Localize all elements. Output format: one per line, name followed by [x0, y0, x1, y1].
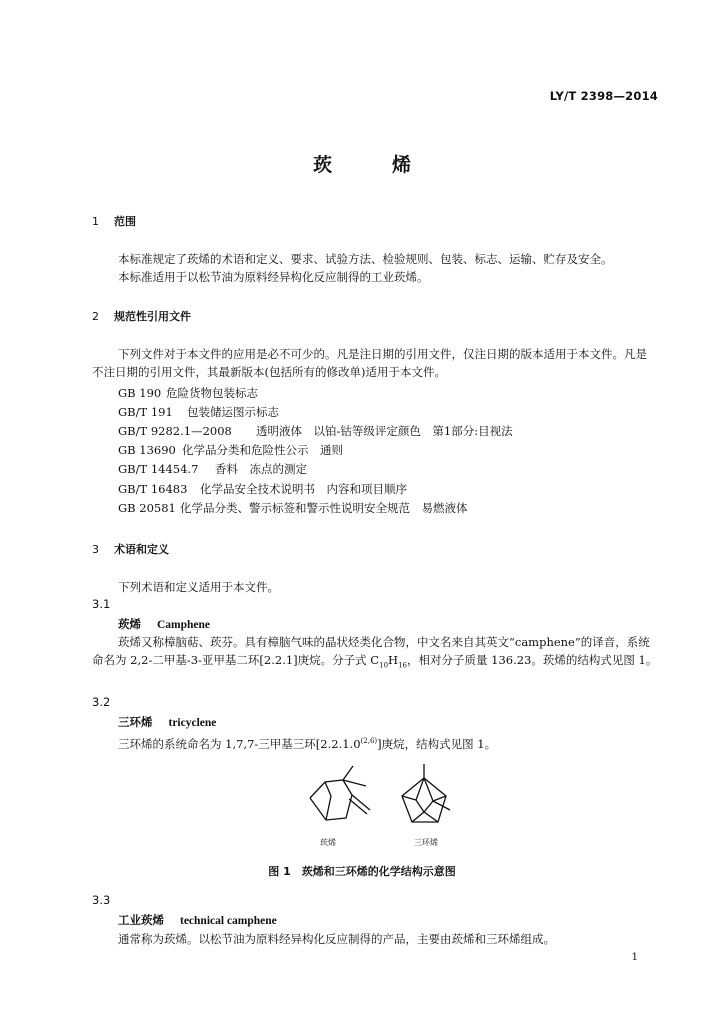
tricyclene-structure — [402, 764, 450, 822]
reference-title: 化学品安全技术说明书 内容和项目顺序 — [200, 482, 407, 496]
term-zh: 三环烯 — [118, 715, 153, 729]
term-heading — [118, 615, 210, 634]
section-3-title: 术语和定义 — [114, 543, 169, 556]
section-1-para-1: 本标准规定了莰烯的术语和定义、要求、试验方法、检验规则、包装、标志、运输、贮存及安全。 — [118, 252, 613, 266]
section-2-number: 2 — [92, 310, 99, 323]
figure-label-tricyclene: 三环烯 — [414, 838, 438, 847]
term-number: 3.1 — [92, 597, 111, 611]
term-definition: 三环烯的系统命名为 1,7,7-三甲基三环[2.2.1.0$^{(2,6)}$]庚烷，结构式见图 1。 — [118, 736, 497, 751]
reference-title: 危险货物包装标志 — [166, 386, 258, 400]
term-definition: 通常称为莰烯。以松节油为原料经异构化反应制得的产品，主要由莰烯和三环烯组成。 — [118, 932, 555, 946]
section-2-intro: 下列文件对于本文件的应用是必不可少的。凡是注日期的引用文件，仅注日期的版本适用于本文件。凡是不注日期的引用文件，其最新版本(包括所有的修改单)适用于本文件。 — [92, 347, 647, 379]
term-number: 3.2 — [92, 695, 111, 709]
term-en: Camphene — [157, 619, 211, 631]
reference-title: 透明液体 以铂-钴等级评定颜色 第1部分:目视法 — [256, 424, 513, 438]
reference-title: 化学品分类、警示标签和警示性说明安全规范 易燃液体 — [180, 501, 468, 515]
section-1-number: 1 — [92, 215, 99, 228]
reference-code: GB/T 14454.7 — [118, 462, 199, 476]
reference-item — [118, 403, 279, 421]
section-3-number: 3 — [92, 543, 99, 556]
term-en: technical camphene — [180, 915, 277, 927]
reference-item — [118, 499, 468, 517]
term-definition: 莰烯又称樟脑萜、莰芬。具有樟脑气味的晶状烃类化合物，中文名来自其英文“camphene”的译音，系统命名为 2,2-二甲基-3-亚甲基二环[2.2.1]庚烷。分子式 $C_{10}H_{16}$，相对分子质量 136.23。莰烯的结构式见图 1。 — [92, 635, 658, 670]
reference-item — [118, 460, 307, 478]
term-heading — [118, 713, 216, 732]
section-2-heading — [92, 308, 191, 324]
reference-title: 包装储运图示标志 — [187, 405, 279, 419]
section-1-heading — [92, 213, 136, 229]
figure-label-camphene: 莰烯 — [320, 838, 336, 847]
term-heading — [118, 911, 277, 930]
section-2-title: 规范性引用文件 — [114, 310, 191, 323]
section-1-title: 范围 — [114, 215, 136, 228]
reference-title: 化学品分类和危险性公示 通则 — [182, 443, 343, 457]
title-char-2: 烯 — [392, 154, 412, 176]
reference-code: GB 20581 — [118, 501, 176, 515]
section-3-heading — [92, 541, 169, 557]
figure-caption: 图 1 莰烯和三环烯的化学结构示意图 — [268, 865, 456, 878]
title-char-1: 莰 — [312, 154, 332, 176]
term-en: tricyclene — [168, 717, 217, 729]
page-number: 1 — [631, 952, 638, 963]
reference-code: GB 13690 — [118, 443, 176, 457]
section-1-para-2: 本标准适用于以松节油为原料经异构化反应制得的工业莰烯。 — [118, 270, 429, 284]
standard-code: LY/T 2398—2014 — [549, 89, 658, 103]
reference-item — [118, 441, 343, 459]
figure-1-structures — [300, 760, 470, 840]
reference-item — [118, 422, 513, 440]
term-number: 3.3 — [92, 893, 111, 907]
reference-code: GB/T 191 — [118, 405, 173, 419]
reference-item — [118, 480, 407, 498]
reference-item — [118, 384, 258, 402]
reference-code: GB/T 16483 — [118, 482, 188, 496]
section-3-intro: 下列术语和定义适用于本文件。 — [118, 580, 279, 594]
reference-code: GB/T 9282.1—2008 — [118, 424, 232, 438]
reference-code: GB 190 — [118, 386, 162, 400]
document-title — [0, 150, 724, 177]
term-zh: 莰烯 — [118, 617, 141, 631]
camphene-structure — [310, 766, 370, 820]
term-zh: 工业莰烯 — [118, 913, 164, 927]
reference-title: 香料 冻点的测定 — [215, 462, 307, 476]
